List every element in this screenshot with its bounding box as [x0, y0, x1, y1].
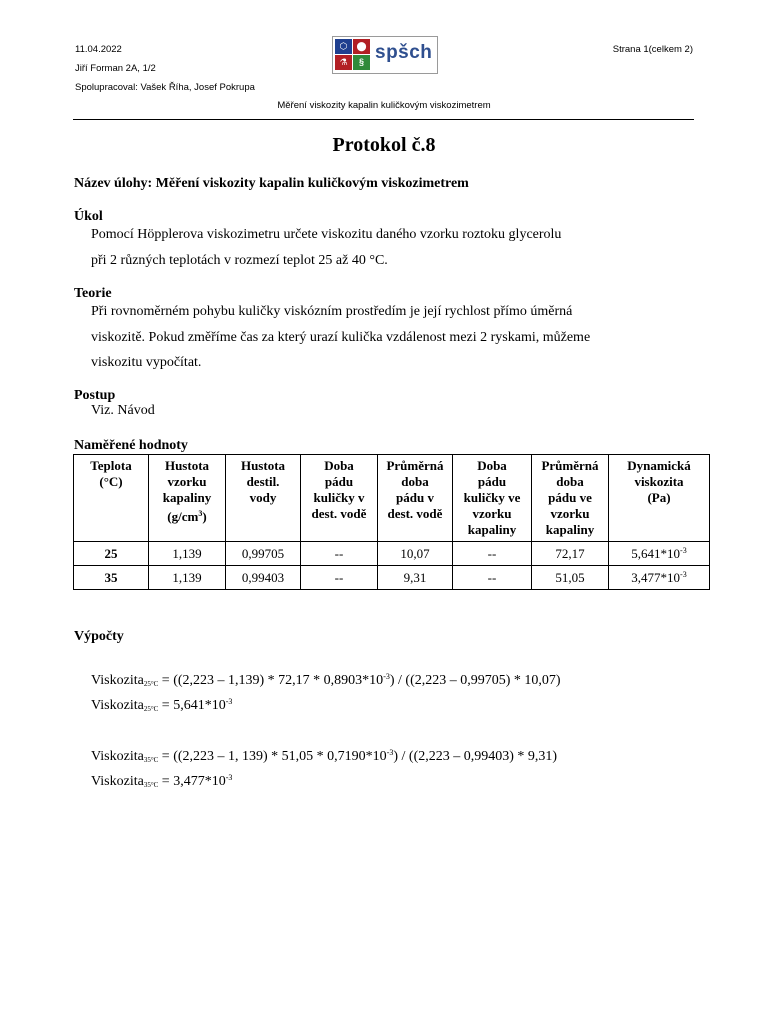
header-divider — [73, 119, 694, 120]
section-sign-icon: § — [353, 55, 370, 70]
table-header-row — [74, 455, 710, 542]
column-header-doba-vzorek: Doba pádu kuličky ve vzorku kapaliny — [453, 455, 532, 542]
table-cell: 72,17 — [532, 542, 609, 566]
table-row — [74, 566, 710, 590]
table-cell: $3,477*10^{-3}$ — [609, 566, 710, 590]
calculation-result: Viskozita$_{35^\circ C}$ = $3,477*10^{-3}$ — [91, 773, 233, 789]
table-cell: 0,99403 — [226, 566, 301, 590]
section-heading: Úkol — [74, 209, 103, 224]
page-title: Protokol č.8 — [332, 134, 436, 156]
section-heading: Teorie — [74, 286, 112, 301]
table-cell: 35 — [74, 566, 149, 590]
task-name — [74, 176, 704, 192]
section-ukol — [74, 209, 704, 273]
hexagon-icon: ⬡ — [335, 39, 352, 54]
page-header-left — [75, 40, 255, 97]
header-date: 11.04.2022 — [75, 44, 122, 55]
header-collaborators: Spolupracoval: Vašek Říha, Josef Pokrupa — [75, 82, 255, 93]
table-cell: -- — [453, 566, 532, 590]
calculation-line: Viskozita$_{25^\circ C}$ = $((2,223 - 1,139) * 72,17 * 0,8903*10^{-3}) / ((2,223 - 0,99705) * 10,07)$ — [91, 672, 561, 688]
measurements-table — [73, 454, 710, 590]
table-cell: 51,05 — [532, 566, 609, 590]
section-body — [74, 299, 704, 376]
logo-text: spšch — [375, 42, 433, 63]
column-header-hustota-vody: Hustota destil. vody — [226, 455, 301, 542]
column-header-prumerna-voda: Průměrná doba pádu v dest. vodě — [378, 455, 453, 542]
section-heading: Postup — [74, 388, 116, 403]
table-cell: $5,641*10^{-3}$ — [609, 542, 710, 566]
section-teorie — [74, 286, 704, 376]
text-line: Při rovnoměrném pohybu kuličky viskózním prostředím je její rychlost přímo úměrná — [91, 304, 573, 319]
column-header-teplota: Teplota (°C) — [74, 455, 149, 542]
header-page-number: Strana 1(celkem 2) — [612, 44, 693, 55]
calculation-result: Viskozita$_{25^\circ C}$ = $5,641*10^{-3}$ — [91, 697, 233, 713]
text-line: viskozitě. Pokud změříme čas za který urazí kulička vzdálenost mezi 2 ryskami, můžeme — [91, 329, 591, 345]
section-body — [74, 222, 704, 273]
task-name-value: Měření viskozity kapalin kuličkovým viskozimetrem — [155, 176, 469, 191]
table-cell: -- — [301, 566, 378, 590]
column-header-doba-voda: Doba pádu kuličky v dest. vodě — [301, 455, 378, 542]
text-line: viskozitu vypočítat. — [91, 355, 202, 370]
table-cell: -- — [301, 542, 378, 566]
section-heading-namerene: Naměřené hodnoty — [74, 438, 188, 453]
circle-icon: ⬤ — [353, 39, 370, 54]
table-row — [74, 542, 710, 566]
column-header-prumerna-vzorek: Průměrná doba pádu ve vzorku kapaliny — [532, 455, 609, 542]
section-postup — [74, 388, 704, 420]
text-line: Pomocí Höpplerova viskozimetru určete viskozitu daného vzorku roztoku glycerolu — [91, 227, 562, 242]
section-heading-vypocty: Výpočty — [74, 629, 124, 644]
task-name-label: Název úlohy: — [74, 176, 153, 191]
section-body: Viz. Návod — [91, 403, 155, 418]
table-cell: 1,139 — [149, 542, 226, 566]
header-author: Jiří Forman 2A, 1/2 — [75, 63, 156, 74]
table-cell: 0,99705 — [226, 542, 301, 566]
school-logo — [332, 36, 438, 74]
flask-icon: ⚗ — [335, 55, 352, 70]
table-cell: -- — [453, 542, 532, 566]
table-cell: 10,07 — [378, 542, 453, 566]
table-cell: 1,139 — [149, 566, 226, 590]
column-header-viskozita: Dynamická viskozita (Pa) — [609, 455, 710, 542]
header-subject: Měření viskozity kapalin kuličkovým viskozimetrem — [277, 100, 491, 111]
column-header-hustota-vzorku: Hustota vzorku kapaliny $(g/cm^3)$ — [149, 455, 226, 542]
text-line: při 2 různých teplotách v rozmezí teplot 25 až 40 °C. — [91, 252, 388, 268]
table-cell: 25 — [74, 542, 149, 566]
logo-emblem — [335, 39, 371, 71]
table-cell: 9,31 — [378, 566, 453, 590]
calculation-line: Viskozita$_{35^\circ C}$ = ((2,223 – 1, $139) * 51,05 * 0,7190*10^{-3}) / ((2,223 - 0,99403) * 9,31)$ — [91, 748, 558, 764]
